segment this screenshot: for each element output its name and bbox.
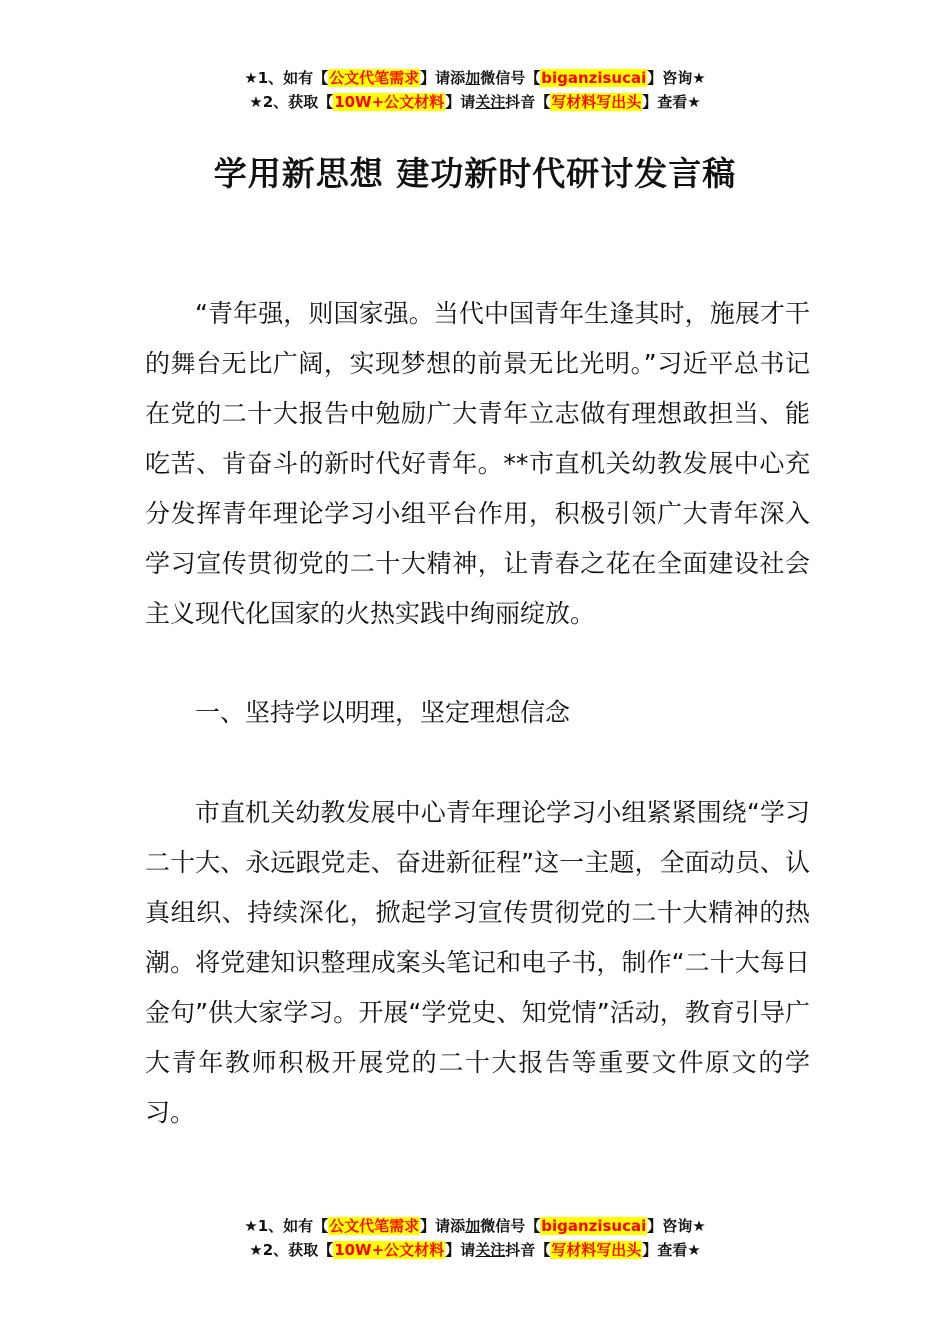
banner-line-1 — [0, 66, 950, 90]
highlight-materials: 10W+公文材料 — [334, 93, 445, 111]
banner-text: ★2、获取【 — [249, 93, 334, 111]
banner-text: ★2、获取【 — [249, 1241, 334, 1259]
banner-text: ★1、如有【 — [244, 69, 329, 87]
banner-line-2 — [0, 90, 950, 114]
highlight-wechat-id: biganzisucai — [541, 69, 647, 87]
banner-line-2 — [0, 1238, 950, 1262]
banner-text: 】查看★ — [642, 1241, 701, 1259]
underlined-text: 关注 — [475, 1241, 506, 1259]
banner-text: 微信号【 — [480, 1217, 541, 1235]
highlight-service: 公文代笔需求 — [329, 69, 420, 87]
banner-text: 】请添 — [420, 69, 466, 87]
banner-text: 】查看★ — [642, 93, 701, 111]
underlined-text: 关注 — [475, 93, 506, 111]
body-paragraph: “青年强，则国家强。当代中国青年生逢其时，施展才干的舞台无比广阔，实现梦想的前景无比光明。”习近平总书记在党的二十大报告中勉励广大青年立志做有理想敢担当、能吃苦、肯奋斗的新时代好青年。**市直机关幼教发展中心充分发挥青年理论学习小组平台作用，积极引领广大青年深入学习宣传贯彻党的二十大精神，让青春之花在全面建设社会主义现代化国家的火热实践中绚丽绽放。 — [145, 299, 810, 628]
banner-text: 】咨询★ — [647, 69, 706, 87]
banner-text: 抖音【 — [505, 1241, 551, 1259]
underlined-text: 加 — [465, 1217, 481, 1235]
banner-text: 微信号【 — [480, 69, 541, 87]
banner-text: ★1、如有【 — [244, 1217, 329, 1235]
banner-text: 】咨询★ — [647, 1217, 706, 1235]
footer-banner — [0, 1214, 950, 1262]
highlight-douyin-account: 写材料写出头 — [551, 93, 642, 111]
highlight-douyin-account: 写材料写出头 — [551, 1241, 642, 1259]
banner-text: 抖音【 — [505, 93, 551, 111]
section-heading: 一、坚持学以明理，坚定理想信念 — [195, 698, 571, 727]
highlight-wechat-id: biganzisucai — [541, 1217, 647, 1235]
header-banner — [0, 66, 950, 114]
banner-text: 】请 — [445, 1241, 476, 1259]
highlight-materials: 10W+公文材料 — [334, 1241, 445, 1259]
underlined-text: 加 — [465, 69, 481, 87]
banner-text: 】请 — [445, 93, 476, 111]
banner-line-1 — [0, 1214, 950, 1238]
highlight-service: 公文代笔需求 — [329, 1217, 420, 1235]
document-title: 学用新思想 建功新时代研讨发言稿 — [213, 154, 737, 193]
body-paragraph: 市直机关幼教发展中心青年理论学习小组紧紧围绕“学习二十大、永远跟党走、奋进新征程”这一主题，全面动员、认真组织、持续深化，掀起学习宣传贯彻党的二十大精神的热潮。将党建知识整理成案头笔记和电子书，制作“二十大每日金句”供大家学习。开展“学党史、知党情”活动，教育引导广大青年教师积极开展党的二十大报告等重要文件原文的学习。 — [145, 798, 810, 1127]
banner-text: 】请添 — [420, 1217, 466, 1235]
